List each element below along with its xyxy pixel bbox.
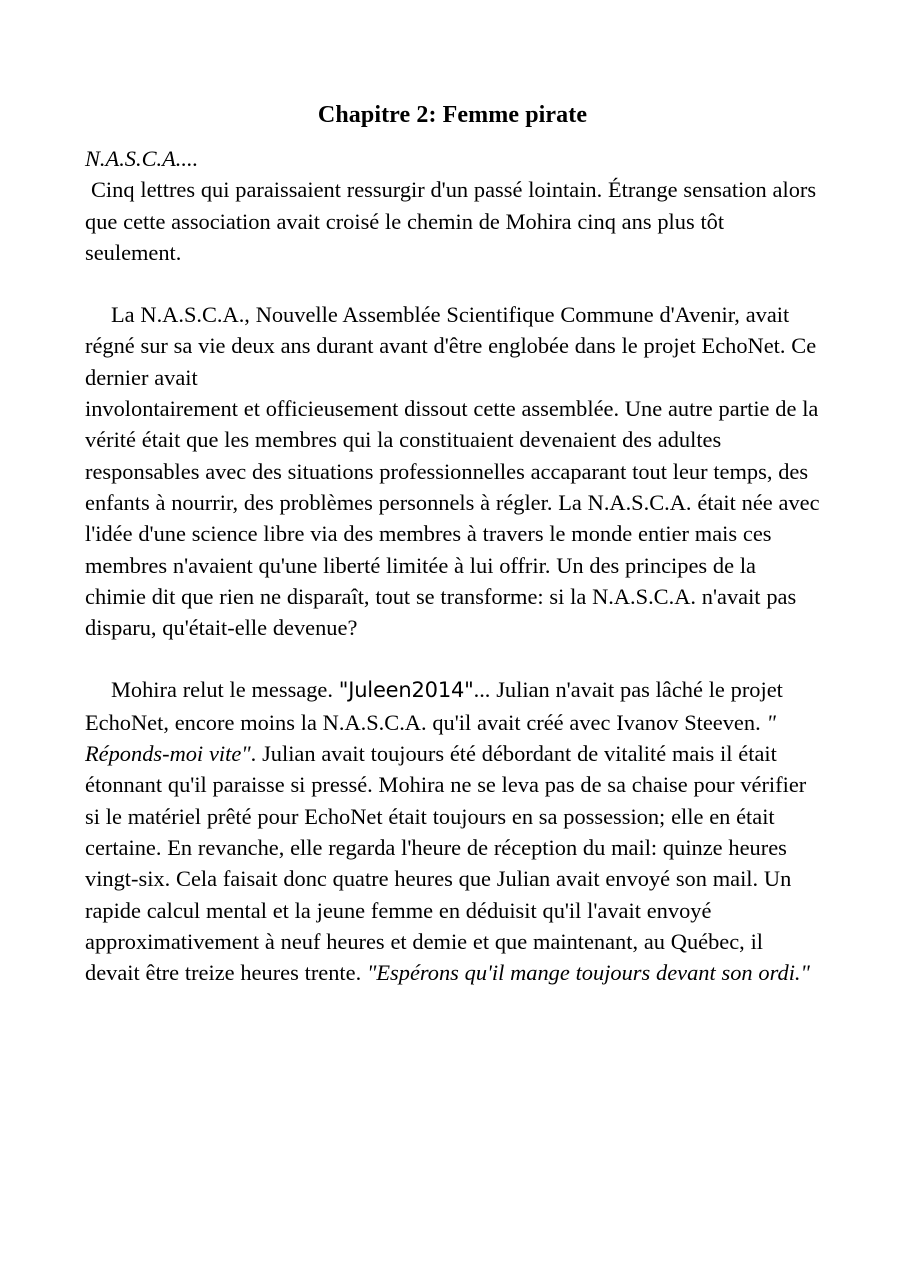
paragraph-1-body: Cinq lettres qui paraissaient ressurgir d'un passé lointain. Étrange sensation alors que cette association avait croisé le chemin de Mohira cinq ans plus tôt seulement.	[85, 177, 817, 265]
page-title: Chapitre 2: Femme pirate	[317, 102, 588, 129]
paragraph-3	[85, 674, 822, 988]
juleen-password-quote: "Juleen2014"	[338, 678, 474, 703]
reponds-moi-vite-quote: " Réponds-moi vite"	[85, 709, 776, 767]
nasca-opening-italic: N.A.S.C.A....	[85, 146, 199, 171]
document-body	[85, 143, 822, 988]
esperons-quote: "Espérons qu'il mange toujours devant son ordi."	[366, 960, 810, 986]
paragraph-2-segment-1: La N.A.S.C.A., Nouvelle Assemblée Scientifique Commune d'Avenir, avait régné sur sa vie deux ans durant avant d'être englobée dans le projet EchoNet. Ce dernier avait	[85, 302, 817, 390]
paragraph-2-segment-2: involontairement et officieusement dissout cette assemblée. Une autre partie de la vérité était que les membres qui la constituaient devenaient des adultes responsables avec des situations professionnelles accaparant tout leur temps, des enfants à nourrir, des problèmes personnels à régler. La N.A.S.C.A. était née avec l'idée d'une science libre via des membres à travers le monde entier mais ces membres n'avaient qu'une liberté limitée à lui offrir. Un des principes de la chimie dit que rien ne disparaît, tout se transforme: si la N.A.S.C.A. n'avait pas disparu, qu'était-elle devenue?	[85, 396, 820, 641]
paragraph-3-segment-1: Mohira relut le message.	[111, 677, 339, 703]
paragraph-1	[85, 143, 822, 268]
paragraph-3-segment-2: ... Julian n'avait pas lâché le projet EchoNet, encore moins la N.A.S.C.A. qu'il avait créé avec Ivanov Steeven.	[85, 677, 783, 735]
paragraph-3-segment-3: . Julian avait toujours été débordant de vitalité mais il était étonnant qu'il paraisse si pressé. Mohira ne se leva pas de sa chaise pour vérifier si le matériel prêté pour EchoNet était toujours en sa possession; elle en était certaine. En revanche, elle regarda l'heure de réception du mail: quinze heures vingt-six. Cela faisait donc quatre heures que Julian avait envoyé son mail. Un rapide calcul mental et la jeune femme en déduisit qu'il l'avait envoyé approximativement à neuf heures et demie et que maintenant, au Québec, il devait être treize heures trente.	[85, 741, 807, 986]
paragraph-2	[85, 299, 822, 643]
